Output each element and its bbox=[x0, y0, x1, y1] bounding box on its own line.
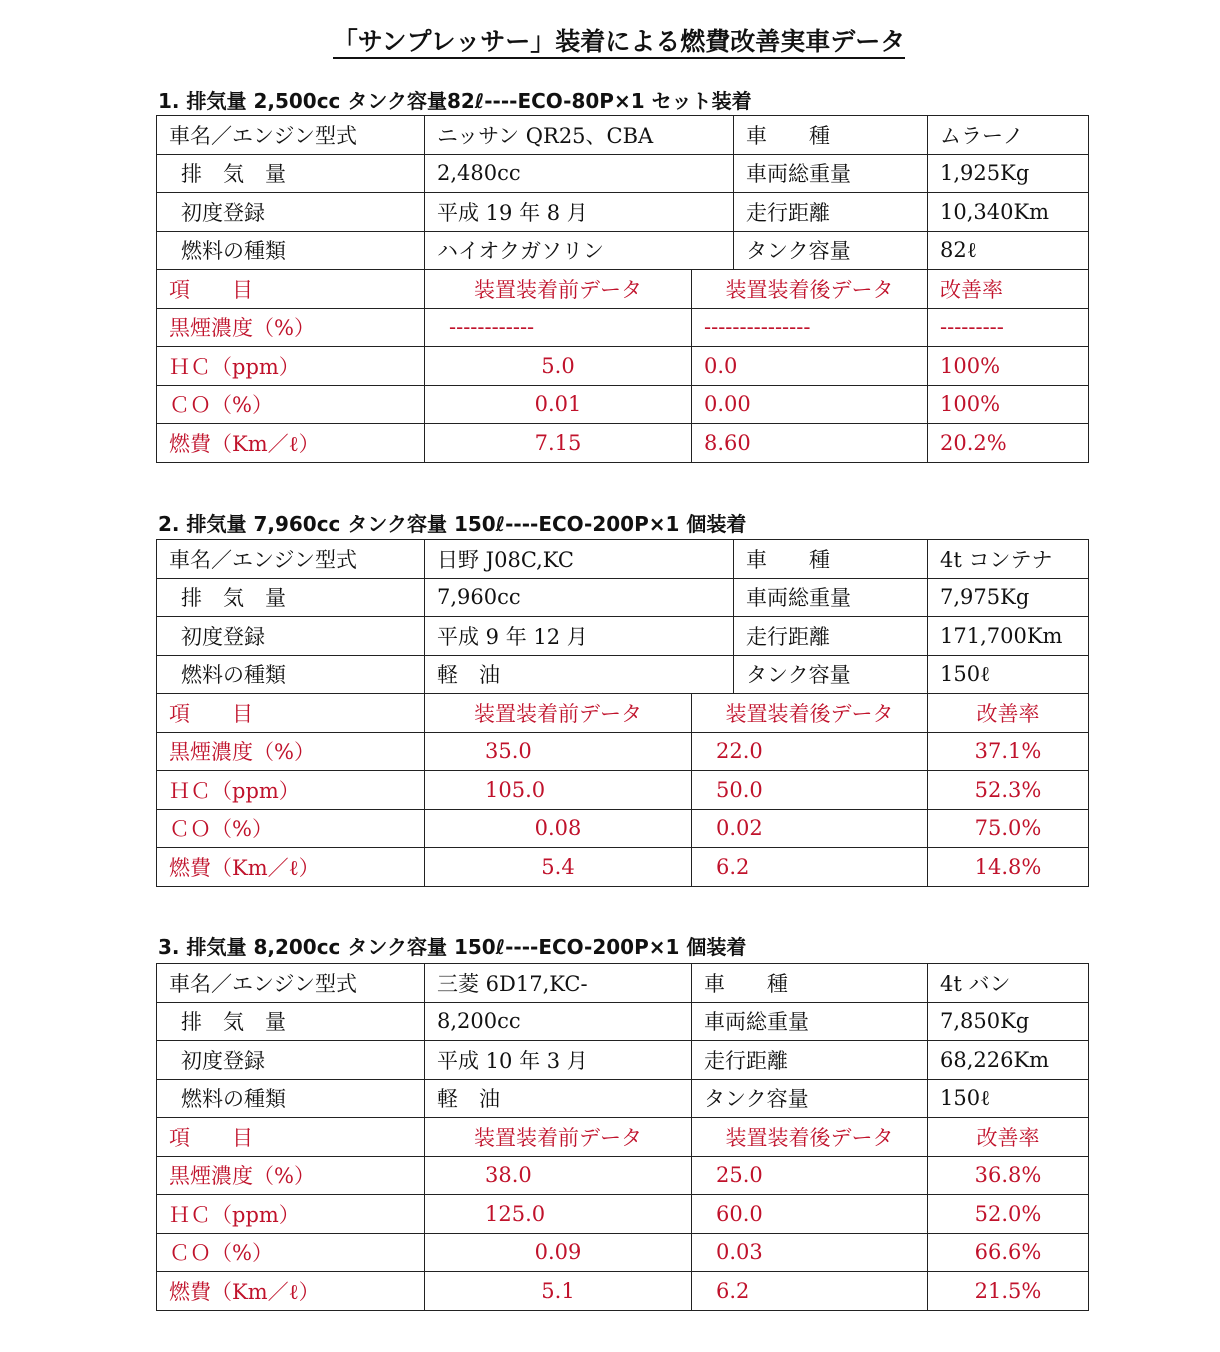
value-mileage: 10,340Km bbox=[928, 193, 1089, 232]
header-after: 装置装着後データ bbox=[692, 1118, 928, 1157]
label-displacement: 排 気 量 bbox=[157, 578, 425, 617]
label-fuel: 燃費（Km／ℓ） bbox=[157, 424, 425, 463]
label-mileage: 走行距離 bbox=[734, 193, 928, 232]
hc-rate: 52.0% bbox=[928, 1195, 1089, 1234]
value-vehicle: 三菱 6D17,KC- bbox=[425, 964, 692, 1003]
label-type: 車 種 bbox=[692, 964, 928, 1003]
smoke-before: ------------ bbox=[425, 308, 692, 347]
value-mileage: 171,700Km bbox=[928, 617, 1089, 656]
hc-after: 50.0 bbox=[692, 771, 928, 810]
co-before: 0.08 bbox=[425, 809, 692, 848]
table-row bbox=[157, 154, 1089, 193]
table-row bbox=[157, 771, 1089, 810]
fuel-rate: 20.2% bbox=[928, 424, 1089, 463]
section-3-table bbox=[156, 963, 1089, 1311]
smoke-rate: 36.8% bbox=[928, 1156, 1089, 1195]
co-rate: 100% bbox=[928, 385, 1089, 424]
label-smoke: 黒煙濃度（%） bbox=[157, 732, 425, 771]
label-hc: ＨＣ（ppm） bbox=[157, 771, 425, 810]
label-vehicle: 車名／エンジン型式 bbox=[157, 540, 425, 579]
table-row bbox=[157, 1079, 1089, 1118]
label-fuel: 燃費（Km／ℓ） bbox=[157, 1272, 425, 1311]
label-registration: 初度登録 bbox=[157, 1041, 425, 1080]
header-before: 装置装着前データ bbox=[425, 1118, 692, 1157]
fuel-after: 6.2 bbox=[692, 848, 928, 887]
value-displacement: 8,200cc bbox=[425, 1002, 692, 1041]
table-row bbox=[157, 1156, 1089, 1195]
fuel-before: 7.15 bbox=[425, 424, 692, 463]
value-tank: 82ℓ bbox=[928, 231, 1089, 270]
value-tank: 150ℓ bbox=[928, 655, 1089, 694]
value-displacement: 7,960cc bbox=[425, 578, 734, 617]
value-weight: 7,975Kg bbox=[928, 578, 1089, 617]
co-after: 0.02 bbox=[692, 809, 928, 848]
co-after: 0.03 bbox=[692, 1233, 928, 1272]
label-tank: タンク容量 bbox=[692, 1079, 928, 1118]
smoke-before: 35.0 bbox=[425, 732, 692, 771]
page-title-text: 「サンプレッサー」装着による燃費改善実車データ bbox=[333, 27, 906, 59]
label-fuel-type: 燃料の種類 bbox=[157, 655, 425, 694]
label-type: 車 種 bbox=[734, 540, 928, 579]
label-fuel-type: 燃料の種類 bbox=[157, 1079, 425, 1118]
fuel-rate: 21.5% bbox=[928, 1272, 1089, 1311]
table-header-row bbox=[157, 694, 1089, 733]
smoke-rate: 37.1% bbox=[928, 732, 1089, 771]
label-fuel: 燃費（Km／ℓ） bbox=[157, 848, 425, 887]
header-rate: 改善率 bbox=[928, 270, 1089, 309]
value-vehicle: ニッサン QR25、CBA bbox=[425, 116, 734, 155]
hc-before: 105.0 bbox=[425, 771, 692, 810]
value-tank: 150ℓ bbox=[928, 1079, 1089, 1118]
header-item: 項 目 bbox=[157, 270, 425, 309]
value-weight: 1,925Kg bbox=[928, 154, 1089, 193]
value-registration: 平成 19 年 8 月 bbox=[425, 193, 734, 232]
table-row bbox=[157, 732, 1089, 771]
co-before: 0.01 bbox=[425, 385, 692, 424]
section-2-heading: 2. 排気量 7,960cc タンク容量 150ℓ----ECO-200P×1 個装着 bbox=[158, 512, 747, 536]
smoke-after: 22.0 bbox=[692, 732, 928, 771]
co-after: 0.00 bbox=[692, 385, 928, 424]
table-row bbox=[157, 540, 1089, 579]
hc-rate: 100% bbox=[928, 347, 1089, 386]
section-2-table bbox=[156, 539, 1089, 887]
label-hc: ＨＣ（ppm） bbox=[157, 1195, 425, 1234]
table-row bbox=[157, 578, 1089, 617]
label-type: 車 種 bbox=[734, 116, 928, 155]
header-rate: 改善率 bbox=[928, 1118, 1089, 1157]
value-type: 4t バン bbox=[928, 964, 1089, 1003]
header-after: 装置装着後データ bbox=[692, 270, 928, 309]
smoke-after: 25.0 bbox=[692, 1156, 928, 1195]
section-3-heading: 3. 排気量 8,200cc タンク容量 150ℓ----ECO-200P×1 個装着 bbox=[158, 935, 747, 959]
hc-before: 125.0 bbox=[425, 1195, 692, 1234]
value-registration: 平成 9 年 12 月 bbox=[425, 617, 734, 656]
label-tank: タンク容量 bbox=[734, 231, 928, 270]
table-row bbox=[157, 655, 1089, 694]
label-registration: 初度登録 bbox=[157, 193, 425, 232]
label-vehicle: 車名／エンジン型式 bbox=[157, 116, 425, 155]
value-mileage: 68,226Km bbox=[928, 1041, 1089, 1080]
table-row bbox=[157, 1195, 1089, 1234]
table-row bbox=[157, 193, 1089, 232]
label-co: ＣＯ（%） bbox=[157, 385, 425, 424]
co-rate: 75.0% bbox=[928, 809, 1089, 848]
value-fuel-type: ハイオクガソリン bbox=[425, 231, 734, 270]
table-row bbox=[157, 347, 1089, 386]
label-weight: 車両総重量 bbox=[734, 578, 928, 617]
label-mileage: 走行距離 bbox=[692, 1041, 928, 1080]
co-before: 0.09 bbox=[425, 1233, 692, 1272]
smoke-before: 38.0 bbox=[425, 1156, 692, 1195]
value-displacement: 2,480cc bbox=[425, 154, 734, 193]
table-header-row bbox=[157, 270, 1089, 309]
label-smoke: 黒煙濃度（%） bbox=[157, 1156, 425, 1195]
value-fuel-type: 軽 油 bbox=[425, 655, 734, 694]
label-displacement: 排 気 量 bbox=[157, 154, 425, 193]
table-row bbox=[157, 964, 1089, 1003]
value-weight: 7,850Kg bbox=[928, 1002, 1089, 1041]
header-item: 項 目 bbox=[157, 694, 425, 733]
value-vehicle: 日野 J08C,KC bbox=[425, 540, 734, 579]
hc-before: 5.0 bbox=[425, 347, 692, 386]
value-fuel-type: 軽 油 bbox=[425, 1079, 692, 1118]
co-rate: 66.6% bbox=[928, 1233, 1089, 1272]
table-row bbox=[157, 385, 1089, 424]
header-after: 装置装着後データ bbox=[692, 694, 928, 733]
label-hc: ＨＣ（ppm） bbox=[157, 347, 425, 386]
table-header-row bbox=[157, 1118, 1089, 1157]
header-item: 項 目 bbox=[157, 1118, 425, 1157]
hc-after: 0.0 bbox=[692, 347, 928, 386]
label-registration: 初度登録 bbox=[157, 617, 425, 656]
value-type: ムラーノ bbox=[928, 116, 1089, 155]
label-displacement: 排 気 量 bbox=[157, 1002, 425, 1041]
table-row bbox=[157, 231, 1089, 270]
section-1-table bbox=[156, 115, 1089, 463]
table-row bbox=[157, 809, 1089, 848]
header-rate: 改善率 bbox=[928, 694, 1089, 733]
table-row bbox=[157, 617, 1089, 656]
label-weight: 車両総重量 bbox=[692, 1002, 928, 1041]
label-fuel-type: 燃料の種類 bbox=[157, 231, 425, 270]
hc-rate: 52.3% bbox=[928, 771, 1089, 810]
label-vehicle: 車名／エンジン型式 bbox=[157, 964, 425, 1003]
label-co: ＣＯ（%） bbox=[157, 809, 425, 848]
table-row bbox=[157, 848, 1089, 887]
smoke-rate: --------- bbox=[928, 308, 1089, 347]
label-smoke: 黒煙濃度（%） bbox=[157, 308, 425, 347]
fuel-before: 5.4 bbox=[425, 848, 692, 887]
table-row bbox=[157, 116, 1089, 155]
fuel-before: 5.1 bbox=[425, 1272, 692, 1311]
section-1-heading: 1. 排気量 2,500cc タンク容量82ℓ----ECO-80P×1 セット装着 bbox=[158, 89, 752, 113]
smoke-after: --------------- bbox=[692, 308, 928, 347]
value-type: 4t コンテナ bbox=[928, 540, 1089, 579]
table-row bbox=[157, 1272, 1089, 1311]
label-tank: タンク容量 bbox=[734, 655, 928, 694]
table-row bbox=[157, 308, 1089, 347]
hc-after: 60.0 bbox=[692, 1195, 928, 1234]
label-co: ＣＯ（%） bbox=[157, 1233, 425, 1272]
table-row bbox=[157, 1002, 1089, 1041]
table-row bbox=[157, 1041, 1089, 1080]
value-registration: 平成 10 年 3 月 bbox=[425, 1041, 692, 1080]
fuel-after: 8.60 bbox=[692, 424, 928, 463]
label-weight: 車両総重量 bbox=[734, 154, 928, 193]
table-row bbox=[157, 1233, 1089, 1272]
label-mileage: 走行距離 bbox=[734, 617, 928, 656]
fuel-after: 6.2 bbox=[692, 1272, 928, 1311]
header-before: 装置装着前データ bbox=[425, 270, 692, 309]
fuel-rate: 14.8% bbox=[928, 848, 1089, 887]
table-row bbox=[157, 424, 1089, 463]
page-title bbox=[0, 22, 1220, 58]
header-before: 装置装着前データ bbox=[425, 694, 692, 733]
